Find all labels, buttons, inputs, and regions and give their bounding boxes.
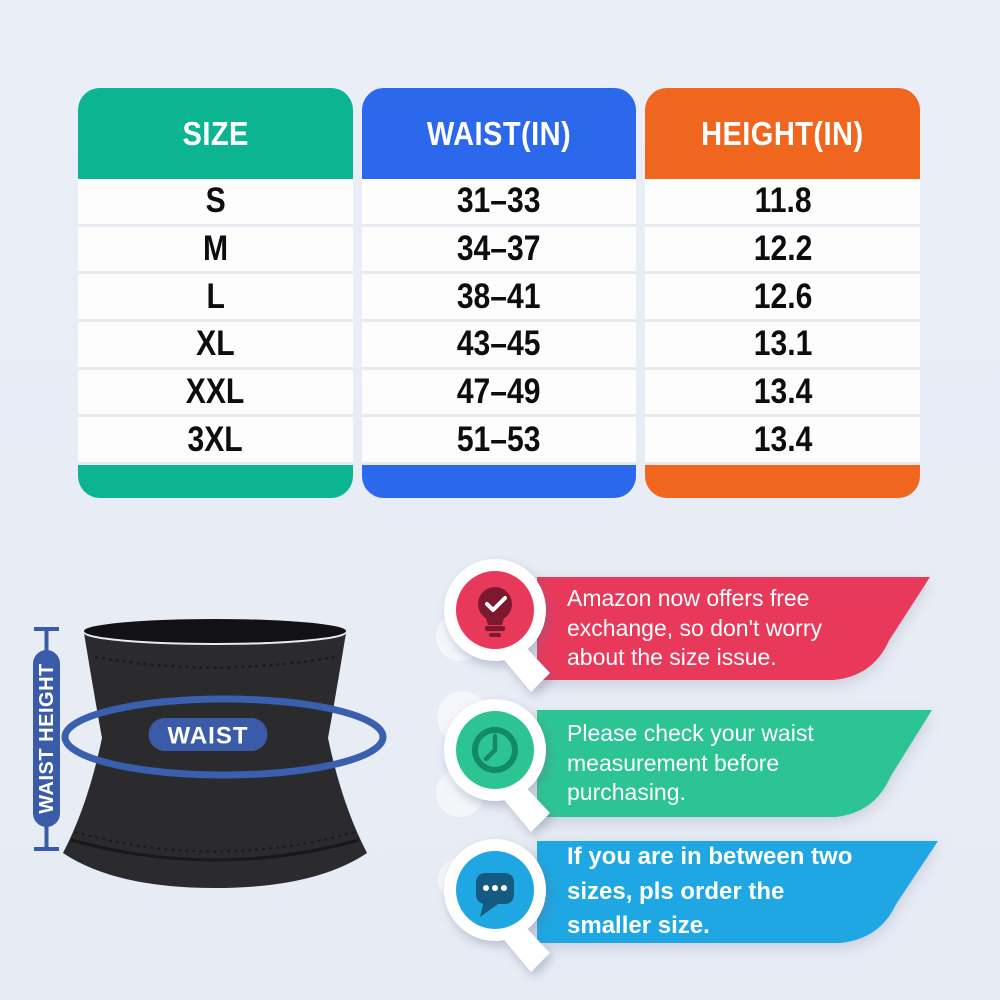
column-header-label: WAIST(IN) bbox=[426, 114, 572, 152]
callout-between-sizes bbox=[537, 841, 938, 943]
size-table bbox=[78, 88, 920, 498]
table-cell: 47–49 bbox=[362, 370, 637, 418]
column-header-waist bbox=[362, 88, 637, 179]
chat-dots-icon bbox=[440, 835, 570, 985]
table-cell: XXL bbox=[78, 370, 353, 418]
callout-text: If you are in between two sizes, pls order the smaller size. bbox=[567, 842, 853, 940]
table-cell: 13.1 bbox=[645, 322, 920, 370]
table-cell: 13.4 bbox=[645, 370, 920, 418]
column-header-size bbox=[78, 88, 353, 179]
callout-text: Amazon now offers free exchange, so don't worry about the size issue. bbox=[567, 585, 822, 671]
clock-icon bbox=[440, 695, 570, 845]
callout-check-measurement bbox=[537, 710, 932, 817]
callout-free-exchange bbox=[537, 577, 930, 680]
table-cell: S bbox=[78, 179, 353, 227]
column-footer-waist bbox=[362, 465, 637, 498]
table-cell: 51–53 bbox=[362, 417, 637, 465]
band-opening bbox=[84, 619, 346, 643]
size-table-column-size bbox=[78, 88, 353, 498]
table-cell: XL bbox=[78, 322, 353, 370]
column-footer-size bbox=[78, 465, 353, 498]
table-cell: 12.6 bbox=[645, 274, 920, 322]
table-cell: 31–33 bbox=[362, 179, 637, 227]
table-cell: 38–41 bbox=[362, 274, 637, 322]
table-cell: M bbox=[78, 227, 353, 275]
column-header-label: HEIGHT(IN) bbox=[701, 114, 864, 152]
table-cell: 3XL bbox=[78, 417, 353, 465]
lightbulb-check-icon bbox=[440, 555, 570, 705]
table-cell: L bbox=[78, 274, 353, 322]
table-cell: 13.4 bbox=[645, 417, 920, 465]
column-header-label: SIZE bbox=[182, 114, 249, 152]
waist-label: WAIST bbox=[167, 722, 249, 750]
size-table-column-waist bbox=[362, 88, 637, 498]
waist-trainer-diagram bbox=[25, 600, 445, 960]
column-footer-height bbox=[645, 465, 920, 498]
column-header-height bbox=[645, 88, 920, 179]
size-table-column-height bbox=[645, 88, 920, 498]
table-cell: 34–37 bbox=[362, 227, 637, 275]
waist-height-label: WAIST HEIGHT bbox=[36, 663, 58, 814]
table-cell: 12.2 bbox=[645, 227, 920, 275]
table-cell: 11.8 bbox=[645, 179, 920, 227]
callout-text: Please check your waist measurement before purchasing. bbox=[567, 720, 814, 806]
table-cell: 43–45 bbox=[362, 322, 637, 370]
